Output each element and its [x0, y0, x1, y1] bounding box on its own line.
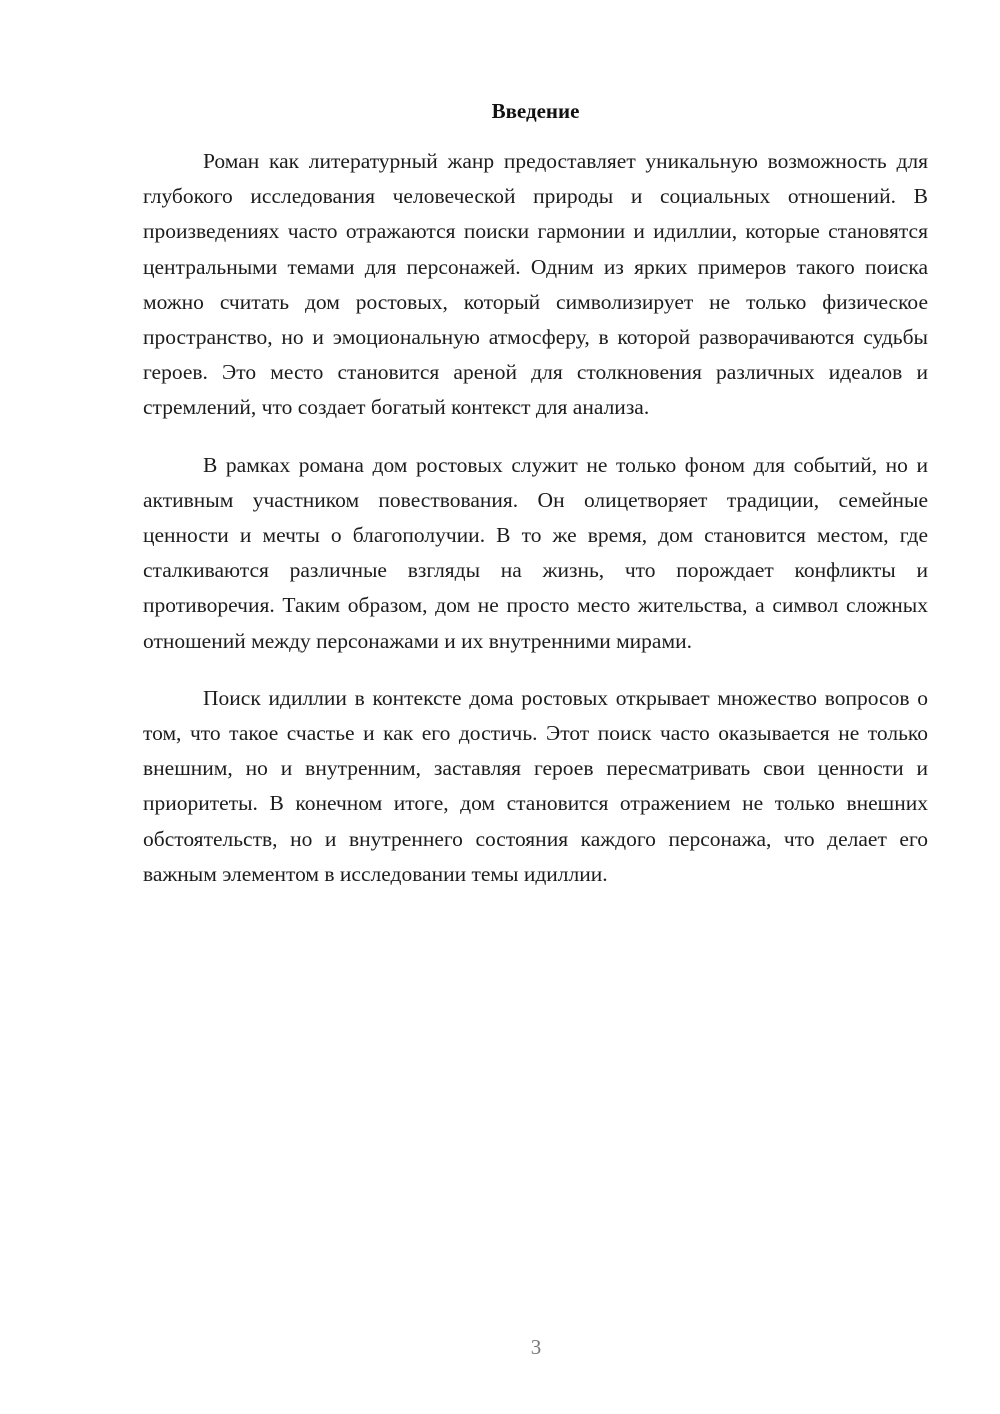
page-content	[143, 96, 928, 914]
paragraph-1: Роман как литературный жанр предоставляет уникальную возможность для глубокого исследования человеческой природы и социальных отношений. В произведениях часто отражаются поиски гармонии и идиллии, которые становятся центральными темами для персонажей. Одним из ярких примеров такого поиска можно считать дом ростовых, который символизирует не только физическое пространство, но и эмоциональную атмосферу, в которой разворачиваются судьбы героев. Это место становится ареной для столкновения различных идеалов и стремлений, что создает богатый контекст для анализа.	[143, 149, 928, 420]
paragraph-2: В рамках романа дом ростовых служит не только фоном для событий, но и активным участником повествования. Он олицетворяет традиции, семейные ценности и мечты о благополучии. В то же время, дом становится местом, где сталкиваются различные взгляды на жизнь, что порождает конфликты и противоречия. Таким образом, дом не просто место жительства, а символ сложных отношений между персонажами и их внутренними мирами.	[143, 452, 928, 653]
page-number: 3	[530, 1335, 542, 1359]
paragraph-3: Поиск идиллии в контексте дома ростовых открывает множество вопросов о том, что такое счастье и как его достичь. Этот поиск часто оказывается не только внешним, но и внутренним, заставляя героев пересматривать свои ценности и приоритеты. В конечном итоге, дом становится отражением не только внешних обстоятельств, но и внутреннего состояния каждого персонажа, что делает его важным элементом в исследовании темы идиллии.	[143, 685, 928, 886]
section-heading: Введение	[491, 99, 580, 123]
